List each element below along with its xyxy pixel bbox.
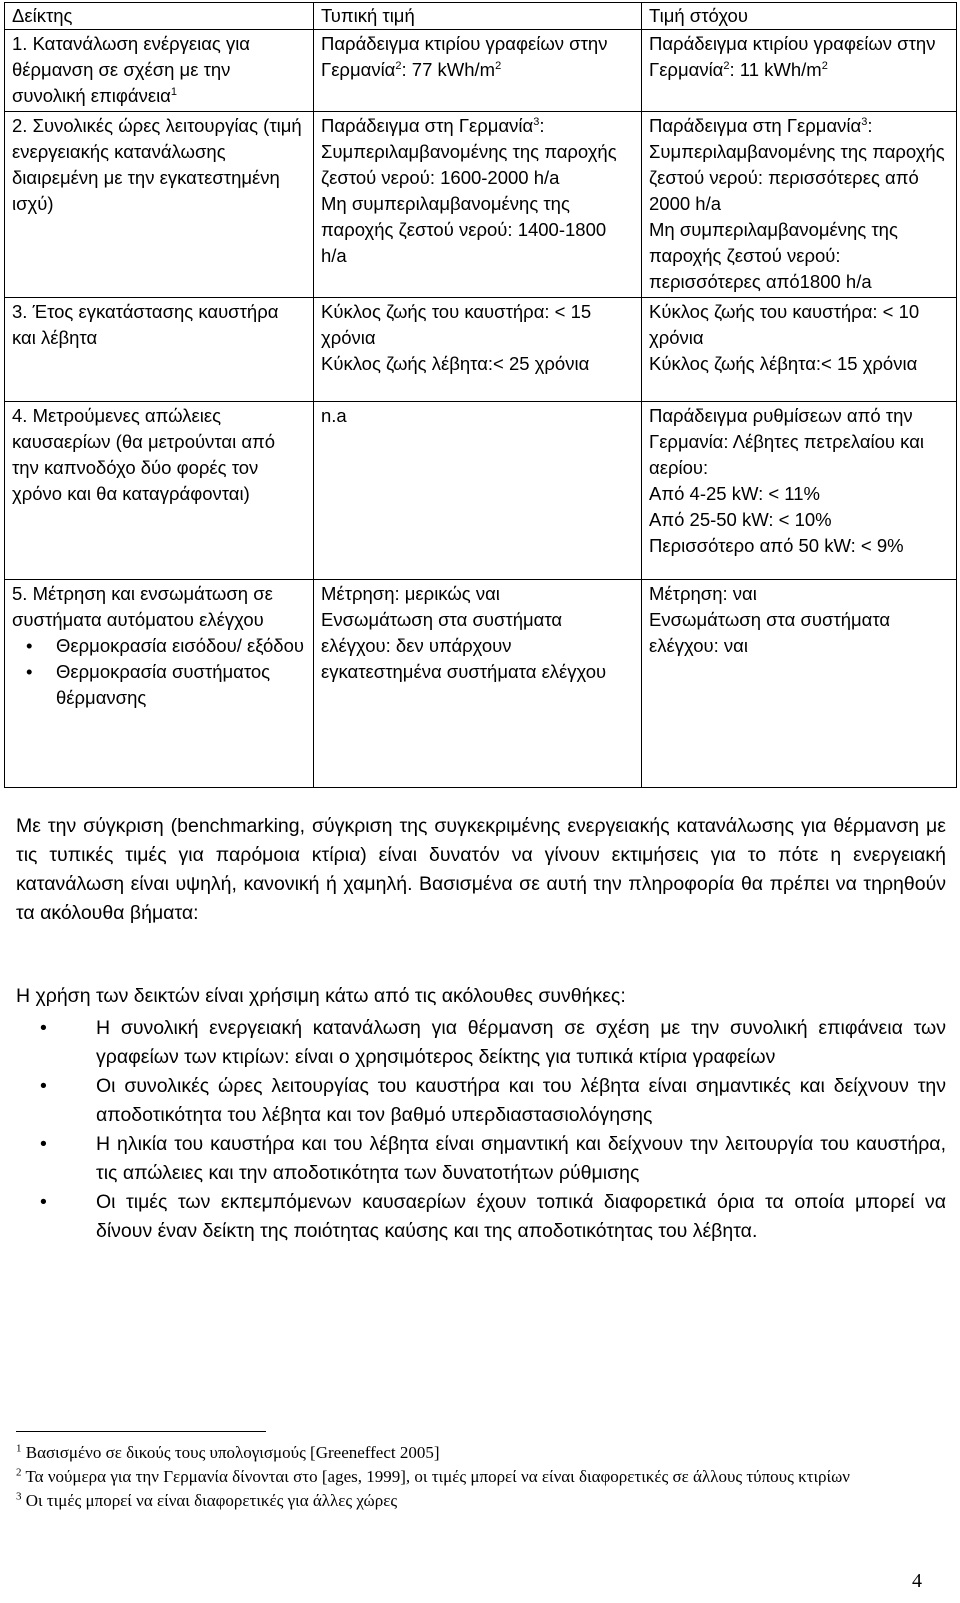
footnote-ref: 1 [170, 85, 178, 98]
list-item: • Θερμοκρασία συστήματος θέρμανσης [56, 659, 306, 711]
footnote-ref: 3 [533, 115, 540, 128]
target-value-text: Παράδειγμα στη Γερμανία [649, 115, 862, 136]
target-value-cell [642, 112, 957, 298]
indicator-text: 5. Μέτρηση και ενσωμάτωση σε συστήματα αυτόματου ελέγχου [12, 583, 273, 630]
footnote-number: 2 [16, 1466, 22, 1479]
target-value-text: Κύκλος ζωής λέβητα:< 15 χρόνια [649, 353, 918, 374]
typical-value-text: : Συμπεριλαμβανομένης της παροχής ζεστού νερού: 1600-2000 h/a [321, 115, 617, 188]
footnote-ref: 2 [395, 59, 402, 72]
footnote-text: Οι τιμές μπορεί να είναι διαφορετικές για άλλες χώρες [25, 1491, 398, 1510]
list-item: • Η συνολική ενεργειακή κατανάλωση για θέρμανση σε σχέση με την συνολική επιφάνεια των γραφείων των κτιρίων: είναι ο χρησιμότερος δείκτης για τυπικά κτίρια γραφείων [96, 1014, 946, 1072]
target-value-text: Ενσωμάτωση στα συστήματα ελέγχου: ναι [649, 609, 891, 656]
unit-exponent: 2 [821, 59, 828, 72]
header-typical-value: Τυπική τιμή [314, 3, 642, 30]
typical-value-text: Κύκλος ζωής λέβητα:< 25 χρόνια [321, 353, 590, 374]
typical-value-cell [314, 580, 642, 788]
table-row [5, 112, 957, 298]
target-value-text: Μέτρηση: ναι [649, 583, 757, 604]
typical-value-cell [314, 30, 642, 112]
indicator-cell [5, 402, 314, 580]
list-item: • Οι συνολικές ώρες λειτουργίας του καυστήρα και του λέβητα είναι σημαντικές και δείχνουν την αποδοτικότητα του λέβητα και τον βαθμό υπερδιαστασιολόγησης [96, 1072, 946, 1130]
typical-value-text: : 77 kWh/m [401, 59, 496, 80]
conditions-intro: Η χρήση των δεικτών είναι χρήσιμη κάτω από τις ακόλουθες συνθήκες: [16, 985, 626, 1007]
typical-value-cell [314, 298, 642, 402]
footnotes [16, 1441, 916, 1513]
table-row [5, 298, 957, 402]
target-value-text: : Συμπεριλαμβανομένης της παροχής ζεστού νερού: περισσότερες από 2000 h/a [649, 115, 945, 214]
footnote [16, 1465, 916, 1489]
indicator-cell [5, 298, 314, 402]
table-row [5, 402, 957, 580]
indicator-cell [5, 112, 314, 298]
footnote-text: Τα νούμερα για την Γερμανία δίνονται στο [ages, 1999], οι τιμές μπορεί να είναι διαφορετικές σε άλλους τύπους κτιρίων [25, 1467, 850, 1486]
table-row [5, 580, 957, 788]
table-header-row [5, 3, 957, 30]
target-value-cell [642, 402, 957, 580]
footnote-number: 3 [16, 1490, 22, 1503]
indicator-text: 2. Συνολικές ώρες λειτουργίας (τιμή ενεργειακής κατανάλωσης διαιρεμένη με την εγκατεστημένη ισχύ) [12, 115, 302, 214]
target-value-text: Κύκλος ζωής του καυστήρα: < 10 χρόνια [649, 301, 920, 348]
typical-value-cell [314, 402, 642, 580]
footnote-text: Βασισμένο σε δικούς τους υπολογισμούς [Greeneffect 2005] [25, 1443, 440, 1462]
indicator-text: 1. Κατανάλωση ενέργειας για θέρμανση σε σχέση με την συνολική επιφάνεια [12, 33, 251, 106]
list-item: • Θερμοκρασία εισόδου/ εξόδου [56, 633, 306, 659]
typical-value-text: Ενσωμάτωση στα συστήματα ελέγχου: δεν υπάρχουν εγκατεστημένα συστήματα ελέγχου [321, 609, 607, 682]
target-value-text: Παράδειγμα ρυθμίσεων από την Γερμανία: Λέβητες πετρελαίου και αερίου: [649, 405, 925, 478]
footnote-ref: 2 [723, 59, 730, 72]
indicator-text: 3. Έτος εγκατάστασης καυστήρα και λέβητα [12, 301, 279, 348]
footnote [16, 1489, 916, 1513]
indicators-table [4, 2, 957, 788]
header-target-value: Τιμή στόχου [642, 3, 957, 30]
target-value-cell [642, 30, 957, 112]
target-value-text: Μη συμπεριλαμβανομένης της παροχής ζεστού νερού: περισσότερες από1800 h/a [649, 219, 898, 292]
table-row [5, 30, 957, 112]
typical-value-cell [314, 112, 642, 298]
target-value-text: Από 4-25 kW: < 11% [649, 483, 820, 504]
list-item: • Οι τιμές των εκπεμπόμενων καυσαερίων έχουν τοπικά διαφορετικά όρια τα οποία μπορεί να δίνουν έναν δείκτη της ποιότητας καύσης και της αποδοτικότητας του λέβητα. [96, 1188, 946, 1246]
typical-value-text: Μη συμπεριλαμβανομένης της παροχής ζεστού νερού: 1400-1800 h/a [321, 193, 607, 266]
typical-value-text: Μέτρηση: μερικώς ναι [321, 583, 500, 604]
footnote [16, 1441, 916, 1465]
target-value-text: Παράδειγμα κτιρίου γραφείων στην Γερμανία [649, 33, 936, 80]
typical-value-text: Κύκλος ζωής του καυστήρα: < 15 χρόνια [321, 301, 592, 348]
target-value-text: : 11 kWh/m [729, 59, 822, 80]
conditions-section [16, 982, 946, 1246]
list-item: • Η ηλικία του καυστήρα και του λέβητα είναι σημαντική και δείχνουν την λειτουργία του καυστήρα, τις απώλειες και την αποδοτικότητα των δυνατοτήτων ρύθμισης [96, 1130, 946, 1188]
header-indicator: Δείκτης [5, 3, 314, 30]
typical-value-text: Παράδειγμα κτιρίου γραφείων στην Γερμανία [321, 33, 608, 80]
unit-exponent: 2 [495, 59, 502, 72]
footnote-separator [16, 1431, 266, 1432]
conditions-list [16, 1014, 946, 1246]
target-value-text: Από 25-50 kW: < 10% [649, 509, 832, 530]
sensor-list [12, 633, 306, 711]
target-value-text: Περισσότερο από 50 kW: < 9% [649, 535, 904, 556]
benchmarking-paragraph: Με την σύγκριση (benchmarking, σύγκριση της συγκεκριμένης ενεργειακής κατανάλωσης για θέρμανση με τις τυπικές τιμές για παρόμοια κτίρια) είναι δυνατόν να γίνουν εκτιμήσεις για το πότε η ενεργειακή κατανάλωση είναι υψηλή, κανονική ή χαμηλή. Βασισμένα σε αυτή την πληροφορία θα πρέπει να τηρηθούν τα ακόλουθα βήματα: [16, 815, 946, 924]
target-value-cell [642, 298, 957, 402]
indicator-text: 4. Μετρούμενες απώλειες καυσαερίων (θα μετρούνται από την καπνοδόχο δύο φορές τον χρόνο και θα καταγράφονται) [12, 405, 276, 504]
footnote-number: 1 [16, 1442, 22, 1455]
indicator-cell [5, 580, 314, 788]
target-value-cell [642, 580, 957, 788]
footnote-ref: 3 [861, 115, 868, 128]
typical-value-text: n.a [321, 405, 347, 426]
page-number: 4 [912, 1570, 922, 1592]
indicator-cell [5, 30, 314, 112]
typical-value-text: Παράδειγμα στη Γερμανία [321, 115, 534, 136]
